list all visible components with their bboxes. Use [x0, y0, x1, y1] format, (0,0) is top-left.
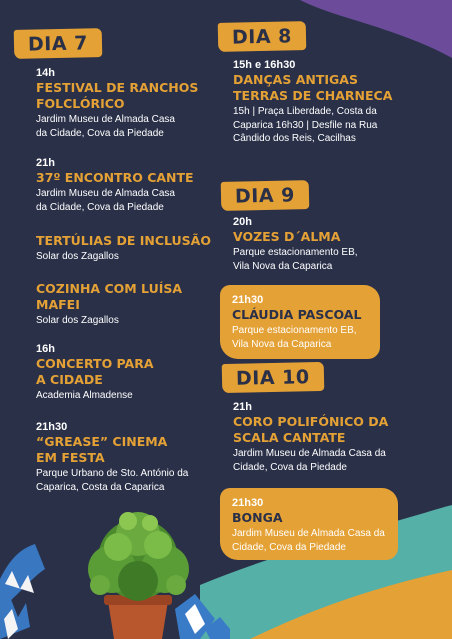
day-8-badge	[218, 21, 306, 52]
event-tertulias-inclusao	[36, 233, 221, 264]
event-time: 21h	[36, 157, 55, 169]
event-time: 14h	[36, 67, 55, 79]
paper-garland-right	[175, 594, 230, 639]
plant-pot	[108, 601, 168, 639]
day-7-badge	[14, 28, 102, 59]
event-location: Solar dos Zagallos	[36, 251, 119, 262]
day-10-label: DIA 10	[235, 366, 310, 390]
purple-wave-shape	[300, 0, 452, 58]
event-location: Jardim Museu de Almada Casa da Cidade, Cova da Piedade	[36, 188, 175, 213]
event-title: DANÇAS ANTIGAS TERRAS DE CHARNECA	[233, 72, 393, 103]
event-time: 21h30	[36, 421, 68, 433]
basil-leaves	[88, 512, 189, 601]
event-time: 21h	[233, 401, 252, 413]
event-time: 21h30	[232, 497, 264, 509]
event-coro-polifonico	[233, 400, 413, 474]
event-dancas-antigas	[233, 58, 413, 146]
event-grease-cinema	[36, 420, 201, 494]
event-title: 37º ENCONTRO CANTE	[36, 170, 194, 185]
event-time: 16h	[36, 343, 55, 355]
paper-garland-left	[0, 544, 45, 639]
event-location: Parque estacionamento EB, Vila Nova da Caparica	[232, 325, 357, 350]
event-time: 15h e 16h30	[233, 59, 296, 71]
event-bonga	[220, 488, 398, 560]
event-title: VOZES D´ALMA	[233, 229, 341, 244]
event-title: FESTIVAL DE RANCHOS FOLCLÓRICO	[36, 80, 199, 111]
event-title: “GREASE” CINEMA EM FESTA	[36, 434, 168, 465]
event-location: Jardim Museu de Almada Casa da Cidade, Cova da Piedade	[36, 114, 175, 139]
event-title: CONCERTO PARA A CIDADE	[36, 356, 154, 387]
event-claudia-pascoal	[220, 285, 380, 359]
day-8-label: DIA 8	[231, 25, 293, 49]
event-encontro-cante	[36, 156, 216, 214]
event-location: Solar dos Zagallos	[36, 315, 119, 326]
potted-basil-illustration	[0, 489, 230, 639]
day-10-badge	[222, 362, 324, 393]
event-vozes-dalma	[233, 215, 403, 273]
event-festival-ranchos	[36, 66, 216, 140]
event-title: TERTÚLIAS DE INCLUSÃO	[36, 233, 211, 248]
event-location: Jardim Museu de Almada Casa da Cidade, Cova da Piedade	[233, 448, 386, 473]
day-7-label: DIA 7	[27, 32, 89, 56]
event-cozinha-luisa-mafei	[36, 281, 206, 328]
event-title: CORO POLIFÓNICO DA SCALA CANTATE	[233, 414, 389, 445]
event-time: 20h	[233, 216, 252, 228]
event-location: Parque Urbano de Sto. António da Caparica, Costa da Caparica	[36, 468, 189, 493]
day-9-label: DIA 9	[234, 184, 296, 208]
event-location: 15h | Praça Liberdade, Costa da Caparica 16h30 | Desfile na Rua Cândido dos Reis, Cacilhas	[233, 106, 378, 144]
event-location: Parque estacionamento EB, Vila Nova da Caparica	[233, 247, 358, 272]
event-location: Jardim Museu de Almada Casa da Cidade, Cova da Piedade	[232, 528, 385, 553]
event-time: 21h30	[232, 294, 264, 306]
event-title: CLÁUDIA PASCOAL	[232, 307, 362, 322]
event-title: BONGA	[232, 510, 283, 525]
event-concerto-cidade	[36, 342, 166, 403]
event-title: COZINHA COM LUÍSA MAFEI	[36, 281, 183, 312]
event-location: Academia Almadense	[36, 390, 133, 401]
day-9-badge	[221, 180, 309, 211]
